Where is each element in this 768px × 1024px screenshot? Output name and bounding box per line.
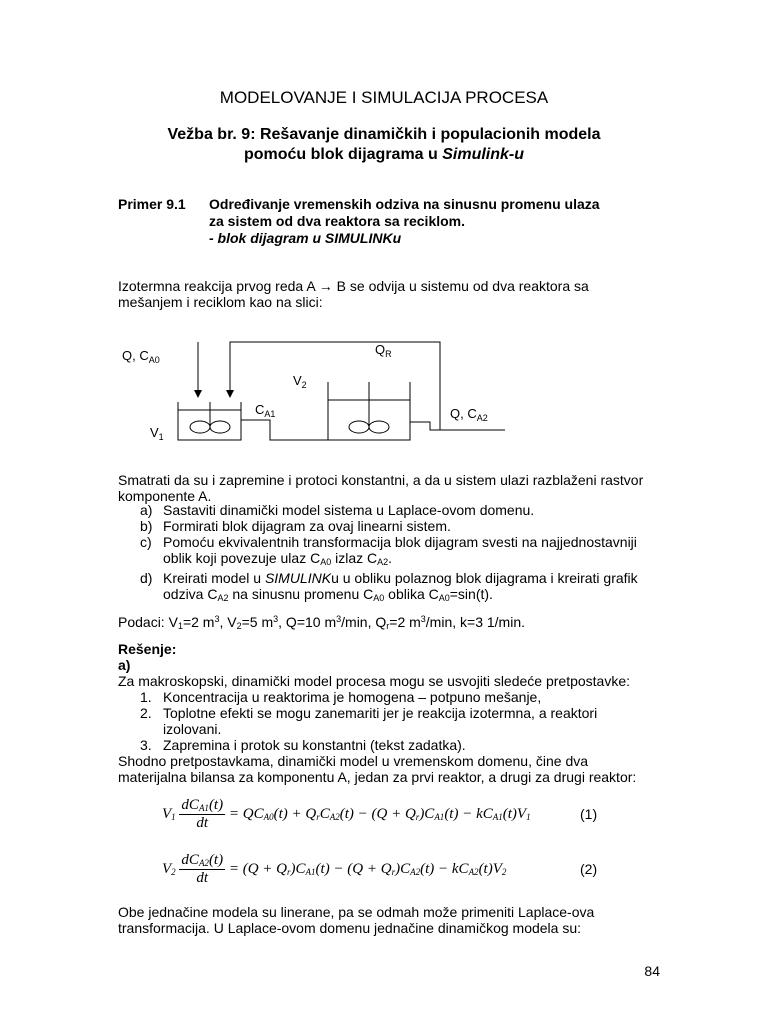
- task-item-a: [118, 502, 678, 518]
- outlet-label: Q, $C_{A2}$: [450, 406, 488, 423]
- example-title-line1: Određivanje vremenskih odziva na sinusnu promenu ulaza: [209, 196, 600, 212]
- reactor-2-impeller-right: [369, 421, 389, 433]
- exercise-title-simulink: Simulink-u: [442, 146, 525, 163]
- reactor-diagram: [110, 330, 530, 455]
- example-title-line2: za sistem od dva reaktora sa reciklom.: [209, 213, 466, 229]
- v1-label: $V_1$: [150, 425, 164, 442]
- intro-paragraph: [118, 278, 658, 310]
- solution-intro: Za makroskopski, dinamički model procesa mogu se usvojiti sledeće pretpostavke:: [118, 673, 631, 689]
- task-marker: a): [140, 502, 153, 518]
- task-marker: c): [140, 534, 152, 550]
- task-marker: b): [140, 518, 153, 534]
- exercise-title-line2-text: pomoću blok dijagrama u: [243, 146, 443, 163]
- assumption-line1: Smatrati da su i zapremine i protoci konstantni, a da u sistem ulazi razblaženi rastvor: [118, 472, 644, 488]
- equation-1-number: (1): [580, 806, 598, 822]
- example-title-line3: [209, 230, 669, 247]
- task-text: Formirati blok dijagram za ovaj linearni sistem.: [163, 518, 451, 534]
- task-text: Pomoću ekvivalentnih transformacija blok dijagram svesti na najjednostavniji: [163, 534, 637, 550]
- assumption-line2: komponente A.: [118, 488, 212, 504]
- task-marker: d): [140, 570, 153, 586]
- v2-label: $V_2$: [293, 373, 307, 390]
- task-text: odziva $C_{A2}$ na sinusnu promenu $C_{A0}$ oblika $C_{A0}=\sin(t)$.: [163, 586, 493, 603]
- reactor-2-impeller-left: [349, 421, 369, 433]
- closing-paragraph: [118, 904, 658, 936]
- task-item-c: [118, 534, 678, 570]
- feed-label: Q, $C_{A0}$: [122, 348, 160, 365]
- solution-after-line1: Shodno pretpostavkama, dinamički model u vremenskom domenu, čine dva: [118, 753, 589, 769]
- feed-arrowhead: [194, 390, 202, 398]
- closing-line2: transformacija. U Laplace-ovom domenu jednačine dinamičkog modela su:: [118, 920, 582, 936]
- exercise-title-line2: [0, 145, 768, 165]
- outlet-line: [410, 422, 505, 430]
- solution-after-line2: materijalna bilansa za komponentu A, jedan za prvi reaktor, a drugi za drugi reaktor:: [118, 769, 637, 785]
- task-text: Kreirati model u SIMULINKu u obliku polaznog blok dijagrama i kreirati grafik: [163, 570, 638, 586]
- ca1-label: $C_{A1}$: [255, 402, 276, 419]
- reactor-1-impeller-left: [190, 421, 210, 433]
- task-item-d: [118, 570, 678, 606]
- equation-2-number: (2): [580, 861, 598, 877]
- assumption-item-2: 2. Toplotne efekti se mogu zanemariti jer je reakcija izotermna, a reaktori izolovani.: [140, 705, 598, 737]
- exercise-title: [0, 125, 768, 165]
- equation-1: $V_1$ $\frac{dC_{A1}(t)}{dt}$ = $QC_{A0}(t) + Q_rC_{A2}(t) - (Q + Q_r)C_{A1}(t) - kC_{A1}(t)V_1$: [162, 797, 531, 831]
- assumption-item-1: 1. Koncentracija u reaktorima je homogena – potpuno mešanje,: [140, 689, 542, 705]
- intro-line1: Izotermna reakcija prvog reda A → B se odvija u sistemu od dva reaktora sa: [118, 278, 589, 294]
- task-item-b: [118, 518, 678, 534]
- example-label: Primer 9.1: [118, 196, 186, 212]
- equation-2: $V_2$ $\frac{dC_{A2}(t)}{dt}$ = $(Q + Q_r)C_{A1}(t) - (Q + Q_r)C_{A2}(t) - kC_{A2}(t)V_2$: [162, 852, 507, 886]
- example-title-line3-text: - blok dijagram u SIMULINKu: [209, 230, 402, 246]
- intro-line2: mešanjem i reciklom kao na slici:: [118, 294, 323, 310]
- example-title: [209, 196, 669, 247]
- transfer-line: [241, 420, 328, 440]
- recycle-label: $Q_R$: [375, 342, 392, 359]
- solution-part-label: a): [118, 657, 131, 673]
- given-data: Podaci: $V_1=2$ $m^3$, $V_2=5$ $m^3$, Q=10 $m^3/\min$, $Q_r=2$ $m^3/\min$, k=3 1/min.: [118, 614, 525, 631]
- recycle-arrowhead: [226, 390, 234, 398]
- exercise-title-line1: Vežba br. 9: Rešavanje dinamičkih i populacionih modela: [167, 126, 601, 143]
- reactor-1-impeller-right: [210, 421, 230, 433]
- solution-section: [118, 641, 698, 785]
- solution-heading: Rešenje:: [118, 641, 177, 657]
- task-text: oblik koji povezuje ulaz $C_{A0}$ izlaz $C_{A2}$.: [163, 550, 393, 567]
- task-text: Sastaviti dinamički model sistema u Laplace-ovom domenu.: [163, 502, 535, 518]
- closing-line1: Obe jednačine modela su linerane, pa se odmah može primeniti Laplace-ova: [118, 904, 595, 920]
- task-list: [118, 502, 678, 606]
- page-number: 84: [644, 963, 660, 979]
- course-title: MODELOVANJE I SIMULACIJA PROCESA: [219, 88, 549, 107]
- assumption-paragraph: [118, 472, 698, 504]
- assumption-item-3: 3. Zapremina i protok su konstantni (tekst zadatka).: [140, 737, 466, 753]
